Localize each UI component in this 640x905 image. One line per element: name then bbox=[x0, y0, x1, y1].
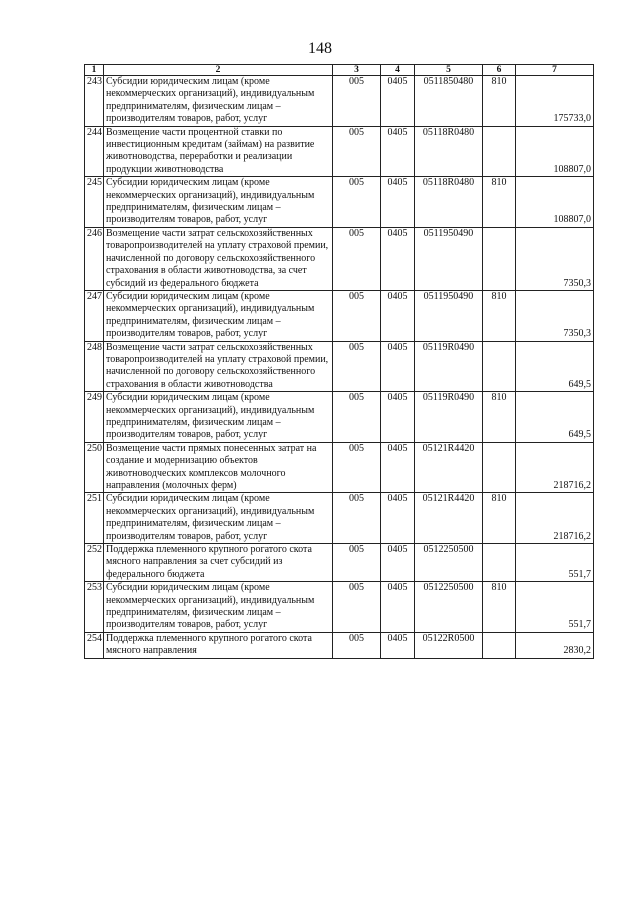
ministry-code: 005 bbox=[333, 632, 381, 658]
table-row bbox=[85, 582, 594, 633]
expense-type-code: 810 bbox=[483, 582, 516, 633]
section-code: 0405 bbox=[381, 582, 415, 633]
table-row bbox=[85, 177, 594, 228]
row-number: 250 bbox=[85, 442, 104, 493]
row-number: 247 bbox=[85, 290, 104, 341]
expense-type-code bbox=[483, 227, 516, 290]
row-number: 246 bbox=[85, 227, 104, 290]
column-header: 7 bbox=[516, 65, 594, 76]
ministry-code: 005 bbox=[333, 392, 381, 443]
column-header: 3 bbox=[333, 65, 381, 76]
item-name: Субсидии юридическим лицам (кроме некоммерческих организаций), индивидуальным предпринимателям, физическим лицам – производителям товаров, работ, услуг bbox=[104, 76, 333, 127]
column-header: 2 bbox=[104, 65, 333, 76]
amount: 551,7 bbox=[516, 544, 594, 582]
amount: 7350,3 bbox=[516, 290, 594, 341]
row-number: 253 bbox=[85, 582, 104, 633]
target-article-code: 0511950490 bbox=[415, 290, 483, 341]
table-row bbox=[85, 290, 594, 341]
target-article-code: 05118R0480 bbox=[415, 126, 483, 177]
page-number: 148 bbox=[308, 40, 332, 57]
expense-type-code: 810 bbox=[483, 392, 516, 443]
amount: 551,7 bbox=[516, 582, 594, 633]
amount: 2830,2 bbox=[516, 632, 594, 658]
table-row bbox=[85, 442, 594, 493]
ministry-code: 005 bbox=[333, 493, 381, 544]
section-code: 0405 bbox=[381, 341, 415, 392]
ministry-code: 005 bbox=[333, 442, 381, 493]
column-header: 4 bbox=[381, 65, 415, 76]
section-code: 0405 bbox=[381, 544, 415, 582]
table-row bbox=[85, 126, 594, 177]
target-article-code: 05119R0490 bbox=[415, 392, 483, 443]
expense-type-code: 810 bbox=[483, 493, 516, 544]
column-header: 5 bbox=[415, 65, 483, 76]
expense-type-code: 810 bbox=[483, 76, 516, 127]
amount: 218716,2 bbox=[516, 493, 594, 544]
target-article-code: 0512250500 bbox=[415, 544, 483, 582]
table-header-row bbox=[85, 65, 594, 76]
row-number: 244 bbox=[85, 126, 104, 177]
ministry-code: 005 bbox=[333, 290, 381, 341]
item-name: Субсидии юридическим лицам (кроме некоммерческих организаций), индивидуальным предпринимателям, физическим лицам – производителям товаров, работ, услуг bbox=[104, 392, 333, 443]
table-row bbox=[85, 392, 594, 443]
column-header: 1 bbox=[85, 65, 104, 76]
section-code: 0405 bbox=[381, 227, 415, 290]
target-article-code: 05121R4420 bbox=[415, 442, 483, 493]
section-code: 0405 bbox=[381, 76, 415, 127]
table-row bbox=[85, 632, 594, 658]
column-header: 6 bbox=[483, 65, 516, 76]
expense-type-code bbox=[483, 442, 516, 493]
target-article-code: 0511850480 bbox=[415, 76, 483, 127]
amount: 218716,2 bbox=[516, 442, 594, 493]
section-code: 0405 bbox=[381, 126, 415, 177]
target-article-code: 05119R0490 bbox=[415, 341, 483, 392]
ministry-code: 005 bbox=[333, 227, 381, 290]
item-name: Субсидии юридическим лицам (кроме некоммерческих организаций), индивидуальным предпринимателям, физическим лицам – производителям товаров, работ, услуг bbox=[104, 493, 333, 544]
section-code: 0405 bbox=[381, 493, 415, 544]
table-row bbox=[85, 341, 594, 392]
target-article-code: 05118R0480 bbox=[415, 177, 483, 228]
row-number: 243 bbox=[85, 76, 104, 127]
expense-type-code: 810 bbox=[483, 290, 516, 341]
section-code: 0405 bbox=[381, 632, 415, 658]
ministry-code: 005 bbox=[333, 76, 381, 127]
row-number: 249 bbox=[85, 392, 104, 443]
amount: 7350,3 bbox=[516, 227, 594, 290]
expense-type-code bbox=[483, 126, 516, 177]
section-code: 0405 bbox=[381, 392, 415, 443]
expense-type-code bbox=[483, 544, 516, 582]
amount: 108807,0 bbox=[516, 126, 594, 177]
item-name: Субсидии юридическим лицам (кроме некоммерческих организаций), индивидуальным предпринимателям, физическим лицам – производителям товаров, работ, услуг bbox=[104, 290, 333, 341]
row-number: 251 bbox=[85, 493, 104, 544]
amount: 108807,0 bbox=[516, 177, 594, 228]
budget-table bbox=[84, 64, 594, 659]
target-article-code: 0512250500 bbox=[415, 582, 483, 633]
ministry-code: 005 bbox=[333, 341, 381, 392]
target-article-code: 05122R0500 bbox=[415, 632, 483, 658]
expense-type-code bbox=[483, 632, 516, 658]
row-number: 252 bbox=[85, 544, 104, 582]
amount: 649,5 bbox=[516, 341, 594, 392]
table-row bbox=[85, 76, 594, 127]
expense-type-code bbox=[483, 341, 516, 392]
expense-type-code: 810 bbox=[483, 177, 516, 228]
table-row bbox=[85, 227, 594, 290]
item-name: Возмещение части процентной ставки по инвестиционным кредитам (займам) на развитие животноводства, переработки и реализации продукции животноводства bbox=[104, 126, 333, 177]
section-code: 0405 bbox=[381, 290, 415, 341]
item-name: Субсидии юридическим лицам (кроме некоммерческих организаций), индивидуальным предпринимателям, физическим лицам – производителям товаров, работ, услуг bbox=[104, 582, 333, 633]
section-code: 0405 bbox=[381, 177, 415, 228]
amount: 175733,0 bbox=[516, 76, 594, 127]
table-row bbox=[85, 544, 594, 582]
ministry-code: 005 bbox=[333, 177, 381, 228]
target-article-code: 05121R4420 bbox=[415, 493, 483, 544]
ministry-code: 005 bbox=[333, 126, 381, 177]
item-name: Возмещение части затрат сельскохозяйственных товаропроизводителей на уплату страховой премии, начисленной по договору сельскохозяйственного страхования в области животноводства, за счет субсидий из федерального бюджета bbox=[104, 227, 333, 290]
ministry-code: 005 bbox=[333, 582, 381, 633]
target-article-code: 0511950490 bbox=[415, 227, 483, 290]
item-name: Возмещение части прямых понесенных затрат на создание и модернизацию объектов животноводческих комплексов молочного направления (молочных ферм) bbox=[104, 442, 333, 493]
item-name: Поддержка племенного крупного рогатого скота мясного направления за счет субсидий из федерального бюджета bbox=[104, 544, 333, 582]
row-number: 254 bbox=[85, 632, 104, 658]
section-code: 0405 bbox=[381, 442, 415, 493]
item-name: Возмещение части затрат сельскохозяйственных товаропроизводителей на уплату страховой премии, начисленной по договору сельскохозяйственного страхования в области животноводства bbox=[104, 341, 333, 392]
row-number: 248 bbox=[85, 341, 104, 392]
row-number: 245 bbox=[85, 177, 104, 228]
table-row bbox=[85, 493, 594, 544]
item-name: Субсидии юридическим лицам (кроме некоммерческих организаций), индивидуальным предпринимателям, физическим лицам – производителям товаров, работ, услуг bbox=[104, 177, 333, 228]
item-name: Поддержка племенного крупного рогатого скота мясного направления bbox=[104, 632, 333, 658]
amount: 649,5 bbox=[516, 392, 594, 443]
ministry-code: 005 bbox=[333, 544, 381, 582]
